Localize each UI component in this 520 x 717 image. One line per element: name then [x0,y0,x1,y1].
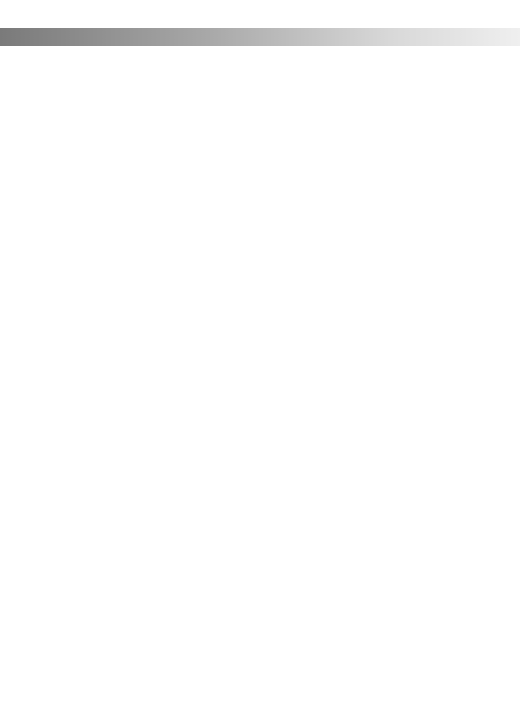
table-of-contents [58,66,463,100]
running-header [0,0,520,60]
part-title [58,68,463,98]
header-band [0,28,520,46]
